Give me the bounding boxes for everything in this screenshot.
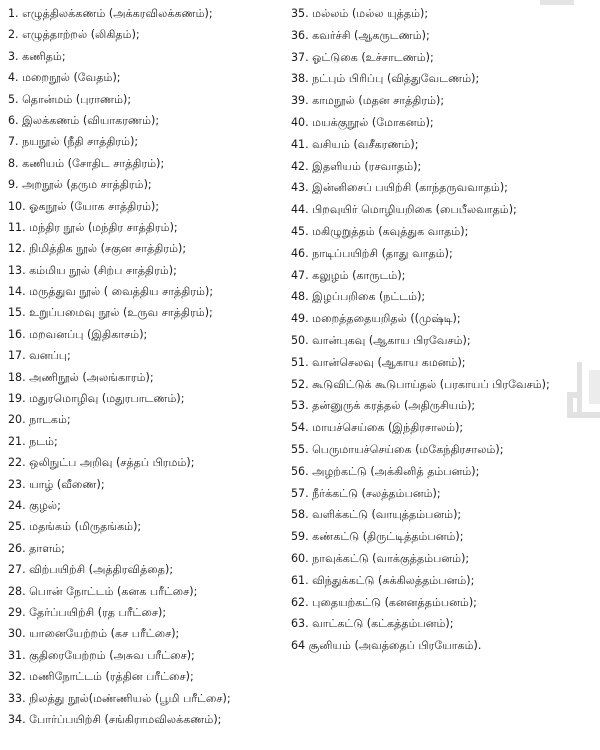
list-item: 62. புதையற்கட்டு (கனனத்தம்பனம்); (291, 595, 477, 609)
left-column (8, 3, 290, 730)
list-item: 10. ஓகநூல் (யோக சாத்திரம்); (8, 199, 160, 213)
list-item: 29. தேர்ப்பயிற்சி (ரத பரீட்சை); (8, 605, 167, 619)
list-item: 22. ஒலிநுட்ப அறிவு (சத்தப் பிரமம்); (8, 456, 195, 470)
list-item: 20. நாடகம்; (8, 413, 71, 427)
list-item: 54. மாயச்செய்கை (இந்திரசாலம்); (291, 421, 464, 435)
list-item: 7. நயநூல் (நீதி சாத்திரம்); (8, 135, 139, 149)
list-item: 34. போர்ப்பயிற்சி (சங்கிராமவிலக்கணம்); (8, 712, 222, 726)
list-item: 61. விந்துக்கட்டு (சுக்கிலத்தம்பனம்); (291, 573, 475, 587)
list-item: 24. குழல்; (8, 498, 61, 512)
list-item: 16. மறவனப்பு (இதிகாசம்); (8, 327, 148, 341)
list-item: 47. கலுழம் (காருடம்); (291, 268, 406, 282)
list-item: 33. நிலத்து நூல்(மண்ணியல் (பூமி பரீட்சை); (8, 691, 231, 705)
list-item: 5. தொன்மம் (புராணம்); (8, 92, 132, 106)
list-item: 40. மயக்குநூல் (மோகனம்); (291, 115, 434, 129)
list-item: 11. மந்திர நூல் (மந்திர சாத்திரம்); (8, 220, 178, 234)
list-item: 12. நிமித்திக நூல் (சகுன சாத்திரம்); (8, 242, 187, 256)
list-item: 41. வசியம் (வசீகரணம்); (291, 137, 419, 151)
list-item: 51. வான்செலவு (ஆகாய கமனம்); (291, 355, 466, 369)
list-item: 14. மருத்துவ நூல் ( வைத்திய சாத்திரம்); (8, 285, 214, 299)
list-item: 55. பெருமாயச்செய்கை (மகேந்திரசாலம்); (291, 442, 504, 456)
list-item: 46. நாடிப்பயிற்சி (தாது வாதம்); (291, 246, 453, 260)
watermark-logo-icon (567, 362, 600, 438)
list-item: 18. அணிநூல் (அலங்காரம்); (8, 370, 154, 384)
list-item: 59. கண்கட்டு (திருட்டித்தம்பனம்); (291, 530, 464, 544)
list-item: 43. இன்னிசைப் பயிற்சி (காந்தருவவாதம்); (291, 181, 508, 195)
list-item: 23. யாழ் (வீணை); (8, 477, 105, 491)
list-item: 52. கூடுவிட்டுக் கூடுபாய்தல் (பரகாயப் பிரவேசம்); (291, 377, 550, 391)
right-column (291, 3, 591, 657)
list-item: 56. அழற்கட்டு (அக்கினித் தம்பனம்); (291, 464, 480, 478)
list-item: 39. காமநூல் (மதன சாத்திரம்); (291, 94, 445, 108)
list-item: 45. மகிழுறுத்தம் (கவுத்துக வாதம்); (291, 224, 469, 238)
list-item: 49. மறைத்ததையறிதல் ((முஷ்டி); (291, 312, 461, 326)
list-item: 21. நடம்; (8, 434, 58, 448)
list-item: 6. இலக்கணம் (வியாகரணம்); (8, 113, 160, 127)
list-item: 58. வளிக்கட்டு (வாயுத்தம்பனம்); (291, 508, 462, 522)
list-item: 37. ஓட்டுகை (உச்சாடணம்); (291, 50, 434, 64)
list-item: 57. நீர்க்கட்டு (சலத்தம்பனம்); (291, 486, 441, 500)
list-item: 35. மல்லம் (மல்ல யுத்தம்); (291, 7, 429, 20)
list-item: 2. எழுத்தாற்றல் (லிகிதம்); (8, 28, 140, 42)
list-item: 28. பொன் நோட்டம் (கனக பரீட்சை); (8, 584, 198, 598)
list-item: 13. கம்மிய நூல் (சிற்ப சாத்திரம்); (8, 263, 177, 277)
list-item: 3. கணிதம்; (8, 49, 66, 63)
list-item: 30. யானையேற்றம் (கச பரீட்சை); (8, 627, 180, 641)
list-item: 1. எழுத்திலக்கணம் (அக்கரவிலக்கணம்); (8, 7, 213, 20)
list-item: 64 சூனியம் (அவத்தைப் பிரயோகம்). (291, 639, 482, 653)
list-item: 53. தன்னுருக் கரத்தல் (அதிருசியம்); (291, 399, 476, 413)
list-item: 60. நாவுக்கட்டு (வாக்குத்தம்பனம்); (291, 551, 470, 565)
list-item: 19. மதுரமொழிவு (மதுரபாடணம்); (8, 392, 185, 406)
list-item: 63. வாட்கட்டு (கட்கத்தம்பனம்); (291, 617, 454, 631)
list-item: 27. விற்பயிற்சி (அத்திரவித்தை); (8, 563, 174, 577)
list-item: 26. தாளம்; (8, 541, 65, 555)
list-item: 17. வனப்பு; (8, 349, 71, 363)
list-item: 32. மணிநோட்டம் (ரத்தின பரீட்சை); (8, 670, 194, 684)
list-item: 50. வான்புகவு (ஆகாய பிரவேசம்); (291, 333, 471, 347)
list-item: 42. இதளியம் (ரசவாதம்); (291, 159, 422, 173)
list-item: 15. உறுப்பமைவு நூல் (உருவ சாத்திரம்); (8, 306, 213, 320)
list-item: 36. கவர்ச்சி (ஆகருடணம்); (291, 28, 430, 42)
list-item: 25. மதங்கம் (மிருதங்கம்); (8, 520, 142, 534)
list-item: 31. குதிரையேற்றம் (அசுவ பரீட்சை); (8, 648, 195, 662)
list-item: 4. மறைநூல் (வேதம்); (8, 71, 121, 85)
list-item: 38. நட்பும் பிரிப்பு (வித்துவேடணம்); (291, 72, 480, 86)
list-item: 48. இழப்பறிகை (நட்டம்); (291, 290, 426, 304)
list-item: 8. கணியம் (சோதிட சாத்திரம்); (8, 156, 165, 170)
list-item: 44. பிறவுயிர் மொழியறிகை (பைபீலவாதம்); (291, 203, 517, 217)
list-item: 9. அறநூல் (தரும சாத்திரம்); (8, 178, 152, 192)
